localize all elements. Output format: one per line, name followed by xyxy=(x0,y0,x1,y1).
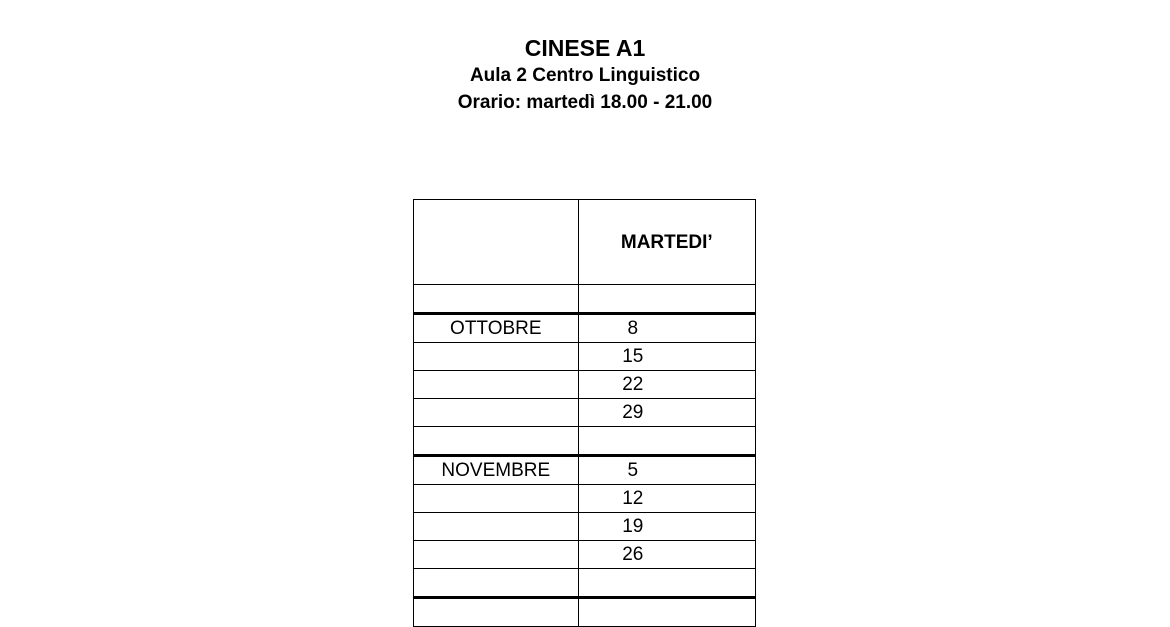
document-title: CINESE A1 xyxy=(524,35,646,61)
month-cell: NOVEMBRE xyxy=(414,456,579,485)
day-cell: 12 xyxy=(578,485,755,513)
table-row xyxy=(414,399,756,427)
empty-cell xyxy=(414,513,579,541)
day-cell: 8 xyxy=(578,314,755,343)
table-row xyxy=(414,343,756,371)
empty-cell xyxy=(578,598,755,627)
table-spacer-row xyxy=(414,569,756,598)
table-row xyxy=(414,314,756,343)
schedule-table xyxy=(413,199,756,627)
empty-cell xyxy=(414,285,579,314)
empty-cell xyxy=(414,598,579,627)
empty-cell xyxy=(414,343,579,371)
table-row xyxy=(414,456,756,485)
table-header-row xyxy=(414,200,756,285)
day-cell: 15 xyxy=(578,343,755,371)
document-subtitle-location: Aula 2 Centro Linguistico xyxy=(469,65,701,86)
empty-cell xyxy=(578,427,755,456)
table-spacer-row xyxy=(414,427,756,456)
table-spacer-row xyxy=(414,285,756,314)
document-subtitle-schedule: Orario: martedì 18.00 - 21.00 xyxy=(457,92,713,113)
header-day-cell: MARTEDI’ xyxy=(578,200,755,285)
empty-cell xyxy=(414,371,579,399)
empty-cell xyxy=(414,399,579,427)
header-empty-cell xyxy=(414,200,579,285)
day-cell: 5 xyxy=(578,456,755,485)
table-row xyxy=(414,371,756,399)
day-cell: 19 xyxy=(578,513,755,541)
empty-cell xyxy=(414,569,579,598)
table-row xyxy=(414,485,756,513)
table-row xyxy=(414,598,756,627)
empty-cell xyxy=(414,541,579,569)
empty-cell xyxy=(414,485,579,513)
day-cell: 22 xyxy=(578,371,755,399)
empty-cell xyxy=(578,569,755,598)
empty-cell xyxy=(578,285,755,314)
day-cell: 29 xyxy=(578,399,755,427)
table-row xyxy=(414,513,756,541)
empty-cell xyxy=(414,427,579,456)
table-row xyxy=(414,541,756,569)
day-cell: 26 xyxy=(578,541,755,569)
month-cell: OTTOBRE xyxy=(414,314,579,343)
